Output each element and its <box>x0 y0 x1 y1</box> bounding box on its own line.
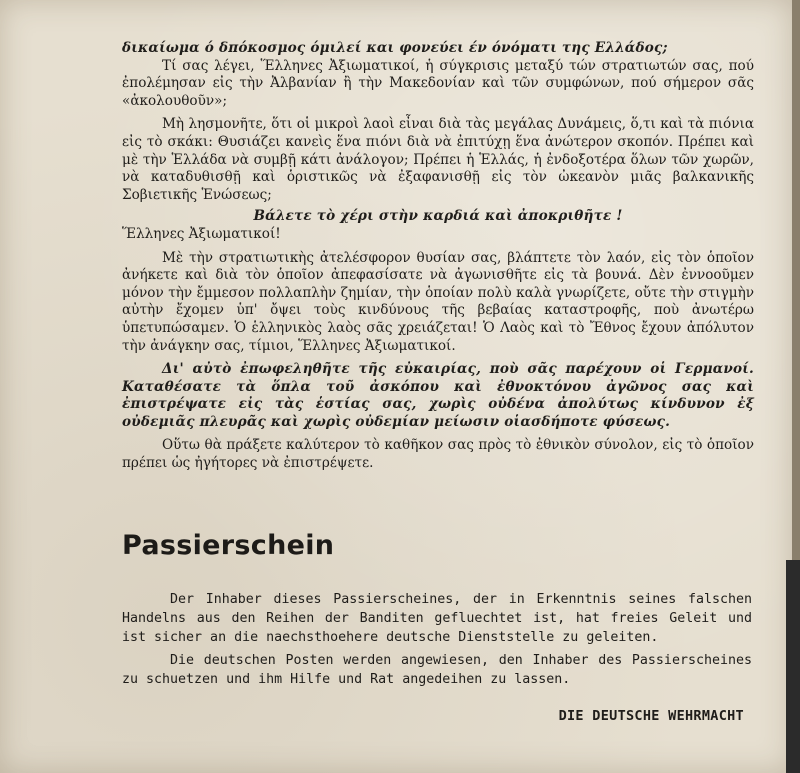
pass-paragraph-1: Der Inhaber dieses Passierscheines, der in Erkenntnis seines falschen Handelns aus den Reihen der Banditen gefluechtet ist, hat freies Geleit und ist sicher an die naechsthoehere deutsche Dienststelle zu geleiten. <box>122 592 752 645</box>
greek-paragraph-3: Μὲ τὴν στρατιωτικὴς ἀτελέσφορον θυσίαν σας, βλάπτετε τὸν λαόν, εἰς τὸν ὁποῖον ἀνήκετε καὶ διὰ τὸν ὁποῖον ἀπεφασίσατε νὰ ἀγωνισθῆτε εἰς τὰ βουνά. Δὲν ἐννοοῦμεν μόνον τὴν ἔμμεσον πολλαπλὴν ζημίαν, τὴν ὁποίαν πολὺ καλὰ γνωρίζετε, οὔτε τὴν στιγμὴν αὐτὴν ἔχομεν ὑπ' ὄψει τοὺς κινδύνους τῆς βεβαίας καταστροφῆς, ποὺ ἀνωτέρω ὑπετυπώσαμεν. Ὁ ἑλληνικὸς λαὸς σᾶς χρειάζεται! Ὁ Λαὸς καὶ τὸ Ἔθνος ἔχουν ἀπόλυτον τὴν ἀνάγκην σας, τίμιοι, Ἕλληνες Ἀξιωματικοί. <box>122 249 754 354</box>
pass-text-block <box>122 590 752 689</box>
greek-address: Ἕλληνες Ἀξιωματικοί! <box>122 225 281 242</box>
greek-paragraph-2: Μὴ λησμονῆτε, ὅτι οἱ μικροὶ λαοὶ εἶναι διὰ τὰς μεγάλας Δυνάμεις, ὅ,τι καὶ τὰ πιόνια εἰς τὸ σκάκι: Θυσιάζει κανεὶς ἕνα πιόνι διὰ νὰ ἐπιτύχῃ ἕνα ἀνώτερον σκοπόν. Πρέπει καὶ μὲ τὴν Ἑλλάδα νὰ συμβῇ κάτι ἀνάλογον; Πρέπει ἡ Ἑλλάς, ἡ ἐνδοξοτέρα ὅλων τῶν χωρῶν, νὰ καταδυθισθῇ καὶ ὁριστικῶς νὰ ἐξαφανισθῇ εἰς τὸν ὠκεανὸν μιᾶς βαλκανικῆς Σοβιετικῆς Ἑνώσεως; <box>122 116 754 203</box>
pass-paragraph-2: Die deutschen Posten werden angewiesen, den Inhaber des Passierscheines zu schuetzen und ihm Hilfe und Rat angedeihen zu lassen. <box>122 653 752 687</box>
signature: DIE DEUTSCHE WEHRMACHT <box>558 708 744 724</box>
greek-paragraph-5: Οὕτω θὰ πράξετε καλύτερον τὸ καθῆκον σας πρὸς τὸ ἐθνικὸν σύνολον, εἰς τὸ ὁποῖον πρέπει ὡς ἠγήτορες νὰ ἐπιστρέψετε. <box>122 437 754 472</box>
greek-heading: Βάλετε τὸ χέρι στὴν καρδιά καὶ ἀποκριθῆτε ! <box>253 208 623 225</box>
dark-edge <box>786 560 800 773</box>
pass-title: Passierschein <box>122 530 335 561</box>
greek-top-line: δικαίωμα ό δπόκοσμος όμιλεί και φονεύει έν όνόματι της Ελλάδος; <box>122 40 668 56</box>
greek-text-block <box>122 40 754 473</box>
greek-paragraph-4: Δι' αὐτὸ ἐπωφεληθῆτε τῆς εὐκαιρίας, ποὺ σᾶς παρέχουν οἱ Γερμανοί. Καταθέσατε τὰ ὅπλα τοῦ ἀσκόπου καὶ ἐθνοκτόνου ἀγῶνος σας καὶ ἐπιστρέψατε εἰς τὰς ἑστίας σας, χωρὶς οὐδένα ἀπολύτως κίνδυνον ἐξ οὐδεμιᾶς πλευρᾶς καὶ χωρὶς οὐδεμίαν μείωσιν οἱασδήποτε φύσεως. <box>122 361 754 430</box>
greek-paragraph-1: Τί σας λέγει, Ἕλληνες Ἀξιωματικοί, ἡ σύγκρισις μεταξύ τών στρατιωτών σας, πού ἐπολέμησαν εἰς τὴν Ἀλβανίαν ἢ τὴν Μακεδονίαν καὶ τῶν συμφώνων, πού σήμερον σᾶς «ἀκολουθοῦν»; <box>122 57 754 109</box>
